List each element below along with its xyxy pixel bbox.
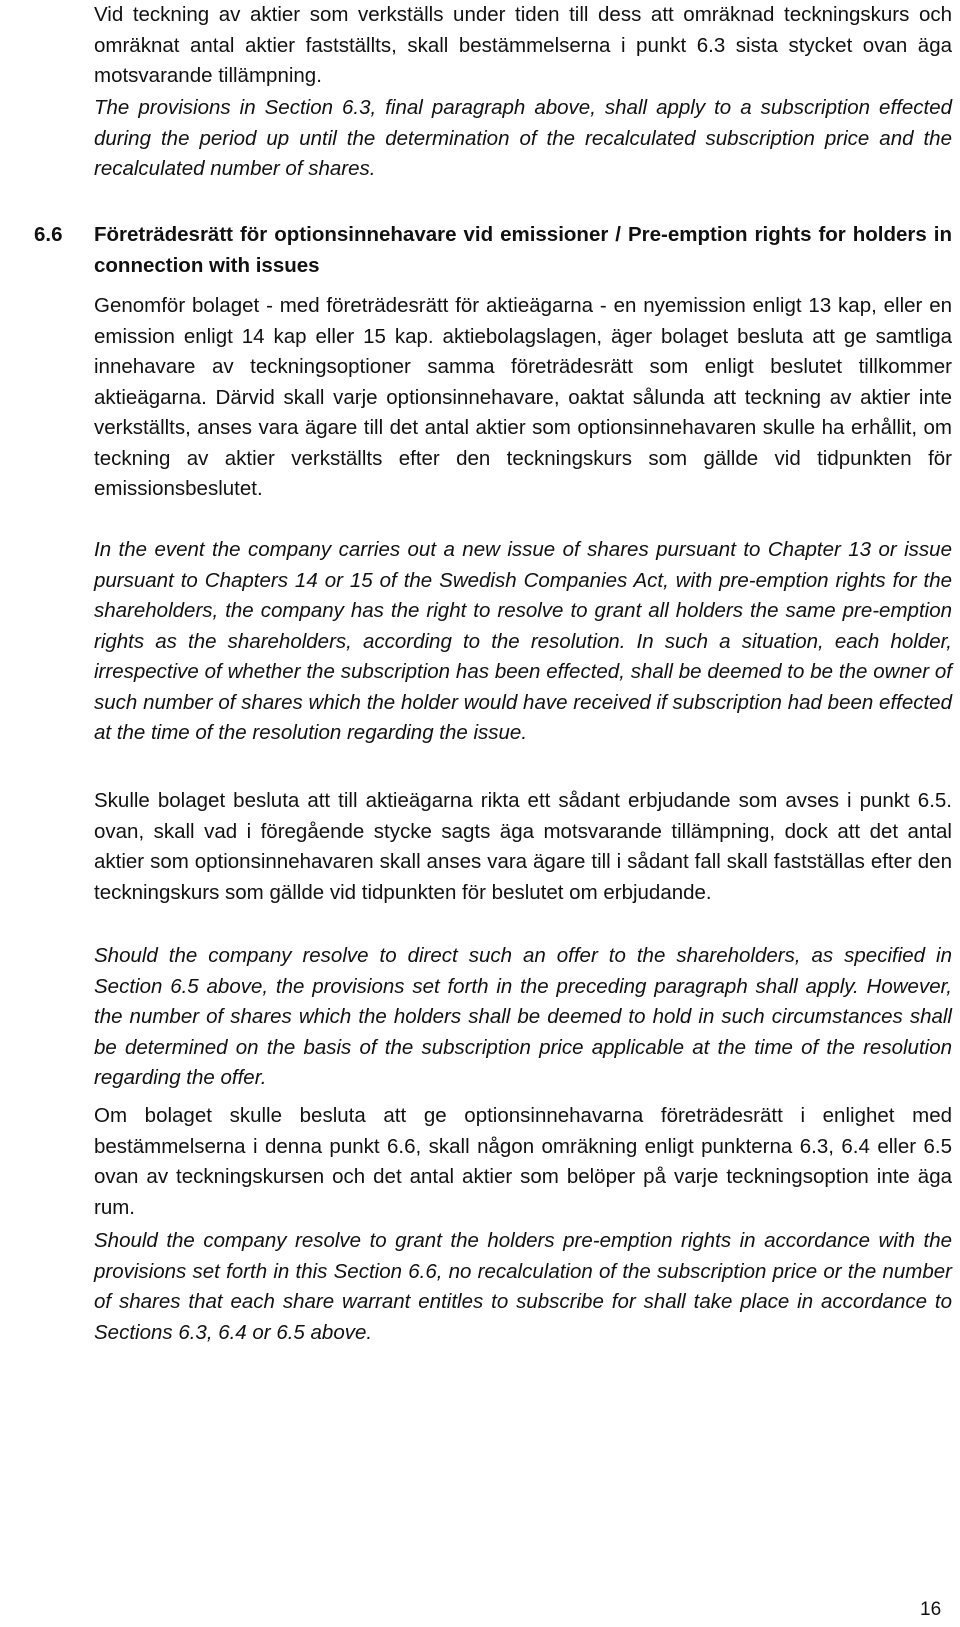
paragraph-english: Should the company resolve to direct such an offer to the shareholders, as specified in Section 6.5 above, the provisions set forth in the preceding paragraph shall apply. However, the number of shares which the holders shall be deemed to hold in such circumstances shall be determined on the basis of the subscription price applicable at the time of the resolution regarding the offer. [94, 944, 952, 1089]
paragraph-english: The provisions in Section 6.3, final paragraph above, shall apply to a subscription effected during the period up until the determination of the recalculated subscription price and the recalculated number of shares. [94, 96, 952, 180]
page-number: 16 [920, 1599, 942, 1620]
paragraph-english: Should the company resolve to grant the holders pre-emption rights in accordance with the provisions set forth in this Section 6.6, no recalculation of the subscription price or the number of shares that each share warrant entitles to subscribe for shall take place in accordance to Sections 6.3, 6.4 or 6.5 above. [94, 1229, 952, 1344]
paragraph-swedish: Vid teckning av aktier som verkställs under tiden till dess att omräknad teckningskurs och omräknat antal aktier fastställts, skall bestämmelserna i punkt 6.3 sista stycket ovan äga motsvarande tillämpning. [94, 3, 952, 87]
section-number: 6.6 [34, 223, 63, 246]
paragraph-swedish: Genomför bolaget - med företrädesrätt för aktieägarna - en nyemission enligt 13 kap, eller en emission enligt 14 kap eller 15 kap. aktiebolagslagen, äger bolaget besluta att ge samtliga innehavare av teckningsoptioner samma företrädesrätt som enligt beslutet tillkommer aktieägarna. Därvid skall varje optionsinnehavare, oaktat sålunda att teckning av aktier inte verkställts, anses vara ägare till det antal aktier som optionsinnehavaren skulle ha erhållit, om teckning av aktier verkställts efter den teckningskurs som gällde vid tidpunkten för emissionsbeslutet. [94, 294, 952, 500]
paragraph-swedish: Om bolaget skulle besluta att ge optionsinnehavarna företrädesrätt i enlighet med bestämmelserna i denna punkt 6.6, skall någon omräkning enligt punkterna 6.3, 6.4 eller 6.5 ovan av teckningskursen och det antal aktier som belöper på varje teckningsoption inte äga rum. [94, 1104, 952, 1219]
paragraph-english: In the event the company carries out a new issue of shares pursuant to Chapter 13 or issue pursuant to Chapters 14 or 15 of the Swedish Companies Act, with pre-emption rights for the shareholders, the company has the right to resolve to grant all holders the same pre-emption rights as the shareholders, according to the resolution. In such a situation, each holder, irrespective of whether the subscription has been effected, shall be deemed to be the owner of such number of shares which the holder would have received if subscription had been effected at the time of the resolution regarding the issue. [94, 538, 952, 744]
section-heading: Företrädesrätt för optionsinnehavare vid emissioner / Pre-emption rights for holders in connection with issues [94, 223, 952, 277]
paragraph-swedish: Skulle bolaget besluta att till aktieägarna rikta ett sådant erbjudande som avses i punkt 6.5. ovan, skall vad i föregående stycke sagts äga motsvarande tillämpning, dock att det antal aktier som optionsinnehavaren skall anses vara ägare till i sådant fall skall fastställas efter den teckningskurs som gällde vid tidpunkten för beslutet om erbjudande. [94, 789, 952, 904]
